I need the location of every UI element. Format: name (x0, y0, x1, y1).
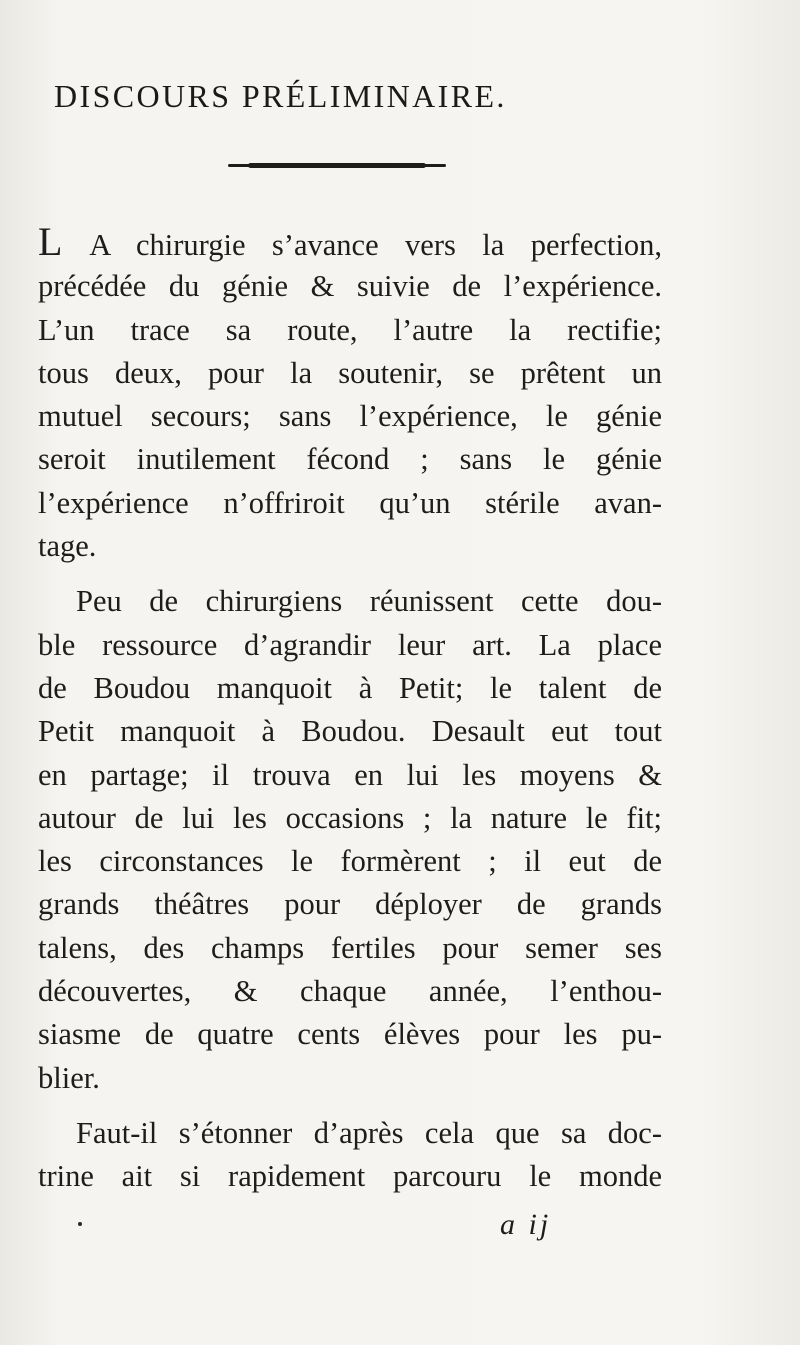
text-line: blier. (38, 1060, 100, 1095)
text-line: grands théâtres pour déployer de grands (38, 887, 662, 922)
text-line: autour de lui les occasions ; la nature le fit; (38, 800, 662, 835)
running-title: DISCOURS PRÉLIMINAIRE. (54, 78, 507, 114)
paragraph-gap (38, 1100, 662, 1112)
text-line: en partage; il trouva en lui les moyens & (38, 757, 662, 792)
text-line: l’expérience n’offriroit qu’un stérile avan- (38, 485, 662, 520)
ink-dot (78, 1222, 82, 1226)
text-line: mutuel secours; sans l’expérience, le génie (38, 399, 662, 434)
text-line: tous deux, pour la soutenir, se prêtent un (38, 355, 662, 390)
body-text (38, 219, 662, 1199)
text-line: Peu de chirurgiens réunissent cette dou- (76, 584, 662, 619)
text-line: précédée du génie & suivie de l’expérience. (38, 269, 662, 304)
text-line: siasme de quatre cents élèves pour les pu- (38, 1017, 662, 1052)
text-line: de Boudou manquoit à Petit; le talent de (38, 670, 662, 705)
signature-mark: a ij (500, 1208, 552, 1241)
text-line: ble ressource d’agrandir leur art. La place (38, 627, 662, 662)
text-line: seroit inutilement fécond ; sans le génie (38, 442, 662, 477)
text-line: les circonstances le formèrent ; il eut de (38, 844, 662, 879)
drop-cap: L (38, 219, 63, 264)
text-line: Faut-il s’étonner d’après cela que sa doc- (76, 1115, 662, 1150)
text-line: découvertes, & chaque année, l’enthou- (38, 974, 662, 1009)
text-line: talens, des champs fertiles pour semer ses (38, 930, 662, 965)
text-line: L’un trace sa route, l’autre la rectifie; (38, 312, 662, 347)
text-line: tage. (38, 529, 97, 564)
line-text: A chirurgie s’avance vers la perfection, (89, 228, 662, 262)
paragraph-gap (38, 568, 662, 580)
text-line: trine ait si rapidement parcouru le monde (38, 1159, 662, 1194)
ornamental-rule (228, 164, 446, 167)
text-line (38, 219, 662, 265)
text-line: Petit manquoit à Boudou. Desault eut tout (38, 714, 662, 749)
